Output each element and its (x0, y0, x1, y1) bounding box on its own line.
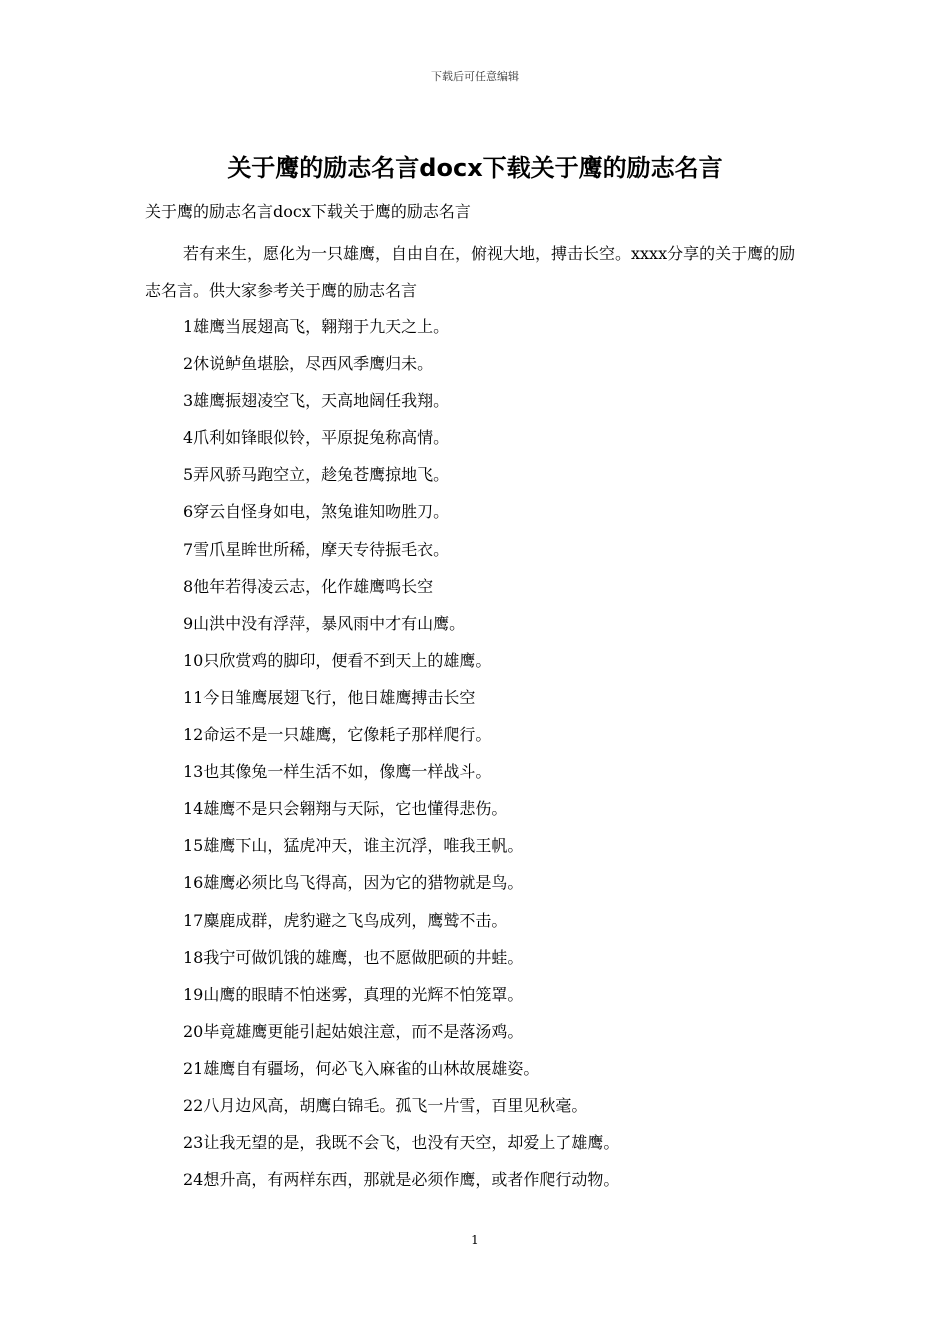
quote-item: 21雄鹰自有疆场，何必飞入麻雀的山林故展雄姿。 (183, 1058, 540, 1078)
quote-item: 12命运不是一只雄鹰，它像耗子那样爬行。 (183, 725, 492, 745)
quote-item: 4爪利如锋眼似铃，平原捉兔称高情。 (183, 428, 450, 448)
quote-item: 17麋鹿成群，虎豹避之飞鸟成列，鹰鹫不击。 (183, 910, 508, 930)
quote-item: 13也其像兔一样生活不如，像鹰一样战斗。 (183, 762, 492, 782)
document-title: 关于鹰的励志名言docx下载关于鹰的励志名言 (227, 154, 723, 182)
quote-item: 6穿云自怪身如电，煞兔谁知吻胜刀。 (183, 502, 450, 522)
quote-item: 23让我无望的是，我既不会飞，也没有天空，却爱上了雄鹰。 (183, 1133, 620, 1153)
quote-item: 24想升高，有两样东西，那就是必须作鹰，或者作爬行动物。 (183, 1170, 620, 1190)
quote-item: 9山洪中没有浮萍，暴风雨中才有山鹰。 (183, 613, 466, 633)
quote-item: 18我宁可做饥饿的雄鹰，也不愿做肥硕的井蛙。 (183, 947, 524, 967)
header-note: 下载后可任意编辑 (431, 70, 519, 83)
quote-item: 8他年若得凌云志，化作雄鹰鸣长空 (183, 576, 434, 596)
quote-item: 1雄鹰当展翅高飞，翱翔于九天之上。 (183, 317, 450, 336)
quote-item: 2休说鲈鱼堪脍，尽西风季鹰归未。 (183, 354, 434, 374)
quote-item: 3雄鹰振翅凌空飞，天高地阔任我翔。 (183, 391, 450, 411)
document-subtitle: 关于鹰的励志名言docx下载关于鹰的励志名言 (145, 202, 471, 221)
quote-item: 20毕竟雄鹰更能引起姑娘注意，而不是落汤鸡。 (183, 1021, 524, 1041)
quote-item: 16雄鹰必须比鸟飞得高，因为它的猎物就是鸟。 (183, 873, 524, 893)
quote-item: 11今日雏鹰展翅飞行，他日雄鹰搏击长空 (183, 687, 476, 707)
page-number: 1 (471, 1233, 479, 1247)
quote-list (183, 308, 619, 1198)
quote-item: 22八月边风高，胡鹰白锦毛。孤飞一片雪，百里见秋毫。 (183, 1095, 588, 1115)
quote-item: 7雪爪星眸世所稀，摩天专待振毛衣。 (183, 539, 450, 559)
quote-item: 14雄鹰不是只会翱翔与天际，它也懂得悲伤。 (183, 799, 508, 819)
quote-item: 19山鹰的眼睛不怕迷雾，真理的光辉不怕笼罩。 (183, 984, 524, 1004)
intro-paragraph: 若有来生，愿化为一只雄鹰，自由自在，俯视大地，搏击长空。xxxx分享的关于鹰的励志名言。供大家参考关于鹰的励志名言 (145, 244, 796, 300)
quote-item: 5弄风骄马跑空立，趁兔苍鹰掠地飞。 (183, 465, 450, 485)
quote-item: 10只欣赏鸡的脚印，便看不到天上的雄鹰。 (183, 650, 492, 670)
quote-item: 15雄鹰下山，猛虎冲天，谁主沉浮，唯我王帆。 (183, 836, 524, 856)
